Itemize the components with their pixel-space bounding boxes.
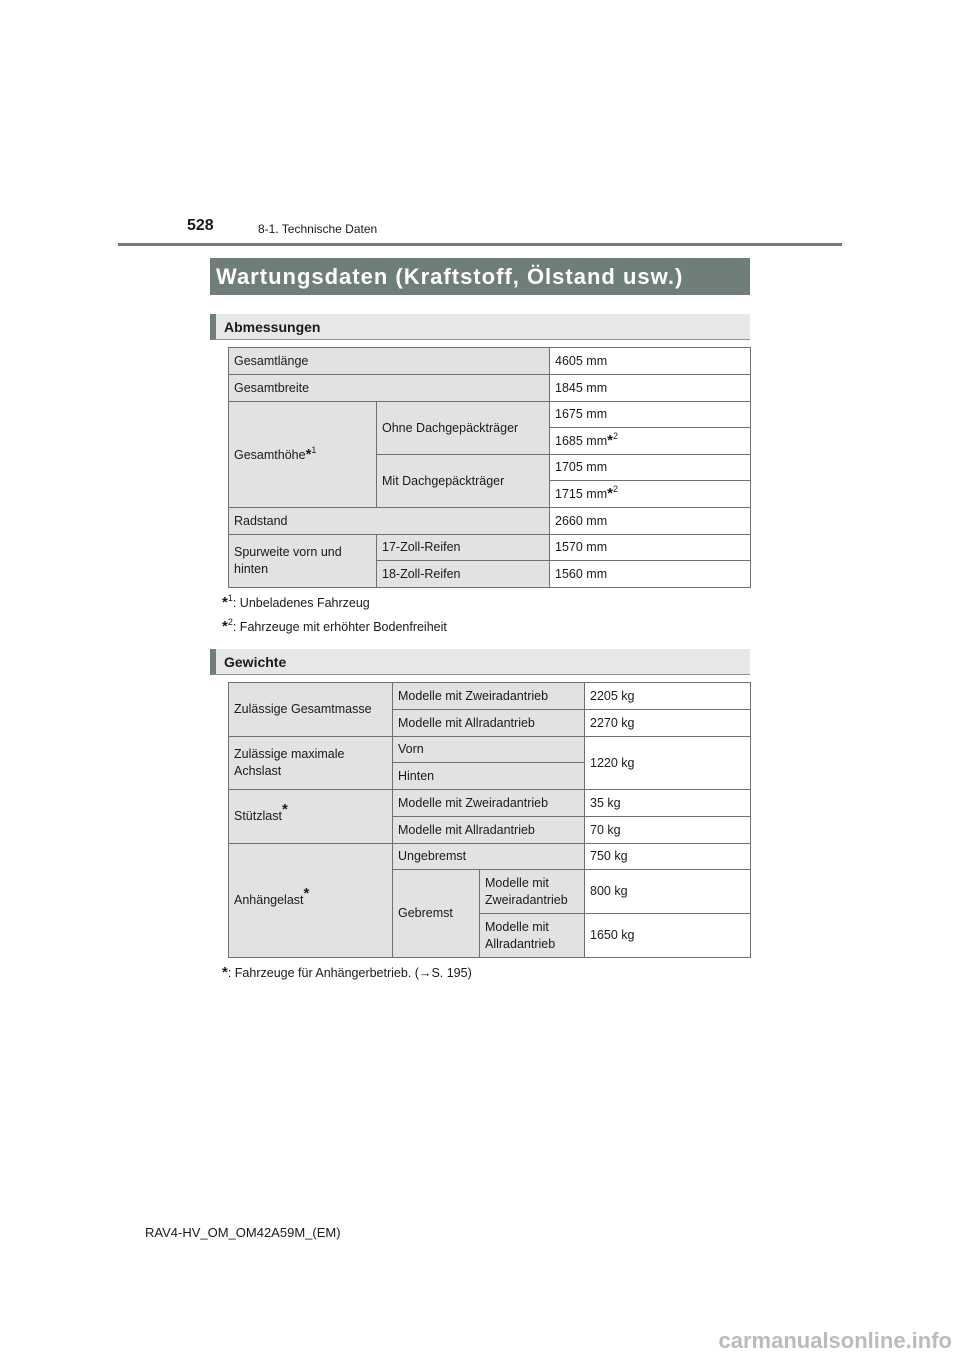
gesamtmasse-label: Zulässige Gesamtmasse <box>229 683 393 737</box>
footnote-2 <box>222 618 447 635</box>
radstand-label: Radstand <box>229 508 550 535</box>
footnote-star: * <box>281 801 288 818</box>
footnote-text: : Fahrzeuge für Anhängerbetrieb. ( <box>227 966 419 980</box>
table-row <box>229 683 751 710</box>
ohne-value-2 <box>550 428 751 455</box>
footnote-star: * <box>305 445 312 463</box>
footnote-star: * <box>222 594 228 611</box>
gesamtbreite-value: 1845 mm <box>550 375 751 402</box>
gesamthoehe-label <box>229 402 377 508</box>
gesamtbreite-label: Gesamtbreite <box>229 375 550 402</box>
gebremst-allrad-value: 1650 kg <box>585 914 751 958</box>
stuetzlast-text: Stützlast <box>234 809 282 823</box>
footnote-ref: 2 <box>612 431 618 441</box>
gesamtmasse-zweirad-value: 2205 kg <box>585 683 751 710</box>
gesamtlaenge-label: Gesamtlänge <box>229 348 550 375</box>
footnote-star: * <box>222 618 228 635</box>
reifen-18-label: 18-Zoll-Reifen <box>377 561 550 588</box>
gesamtmasse-allrad-value: 2270 kg <box>585 710 751 737</box>
table-row <box>229 508 751 535</box>
table-row <box>229 402 751 428</box>
reifen-17-value: 1570 mm <box>550 535 751 561</box>
weights-heading: Gewichte <box>210 649 750 675</box>
achslast-vorn-label: Vorn <box>393 737 585 763</box>
gebremst-label: Gebremst <box>393 870 480 958</box>
mit-value-1: 1705 mm <box>550 455 751 481</box>
ohne-dachgepaecktraeger-label: Ohne Dachgepäckträger <box>377 402 550 455</box>
ohne-value-1: 1675 mm <box>550 402 751 428</box>
reifen-17-label: 17-Zoll-Reifen <box>377 535 550 561</box>
stuetzlast-allrad-label: Modelle mit Allradantrieb <box>393 817 585 844</box>
stuetzlast-label <box>229 790 393 844</box>
footnote-star: * <box>303 885 310 902</box>
stuetzlast-zweirad-value: 35 kg <box>585 790 751 817</box>
header-rule <box>118 243 842 246</box>
page-number: 528 <box>187 217 214 234</box>
table-row <box>229 348 751 375</box>
ungebremst-label: Ungebremst <box>393 844 585 870</box>
page-ref-arrow-icon: → <box>418 966 432 980</box>
page-title: Wartungsdaten (Kraftstoff, Ölstand usw.) <box>210 258 750 295</box>
dimensions-table <box>228 347 751 588</box>
footnote-text: : Unbeladenes Fahrzeug <box>232 596 370 610</box>
footnote-trailer <box>222 964 472 981</box>
footnote-star: * <box>607 432 613 449</box>
gebremst-zweirad-label: Modelle mit Zweiradantrieb <box>480 870 585 914</box>
document-code: RAV4-HV_OM_OM42A59M_(EM) <box>145 1225 341 1240</box>
table-row <box>229 737 751 763</box>
footnote-star: * <box>222 964 228 981</box>
achslast-value: 1220 kg <box>585 737 751 790</box>
dimensions-heading: Abmessungen <box>210 314 750 340</box>
mit-value-2-text: 1715 mm <box>555 487 608 501</box>
watermark: carmanualsonline.info <box>718 1328 952 1353</box>
footnote-ref: 1 <box>311 444 317 455</box>
footnote-text: : Fahrzeuge mit erhöhter Bodenfreiheit <box>232 620 447 634</box>
achslast-label: Zulässige maximale Achslast <box>229 737 393 790</box>
table-row <box>229 375 751 402</box>
gesamtlaenge-value: 4605 mm <box>550 348 751 375</box>
footnote-1 <box>222 594 370 611</box>
mit-dachgepaecktraeger-label: Mit Dachgepäckträger <box>377 455 550 508</box>
spurweite-label: Spurweite vorn und hinten <box>229 535 377 588</box>
table-row <box>229 535 751 561</box>
section-label: 8-1. Technische Daten <box>258 222 378 236</box>
anhaengelast-label <box>229 844 393 958</box>
mit-value-2 <box>550 481 751 508</box>
gesamthoehe-text: Gesamthöhe <box>234 447 306 462</box>
footnote-star: * <box>607 485 613 502</box>
stuetzlast-allrad-value: 70 kg <box>585 817 751 844</box>
table-row <box>229 790 751 817</box>
gebremst-allrad-label: Modelle mit Allradantrieb <box>480 914 585 958</box>
stuetzlast-zweirad-label: Modelle mit Zweiradantrieb <box>393 790 585 817</box>
achslast-hinten-label: Hinten <box>393 763 585 790</box>
footnote-ref: 1 <box>227 593 233 603</box>
gebremst-zweirad-value: 800 kg <box>585 870 751 914</box>
ungebremst-value: 750 kg <box>585 844 751 870</box>
gesamtmasse-allrad-label: Modelle mit Allradantrieb <box>393 710 585 737</box>
table-row <box>229 844 751 870</box>
footnote-ref: 2 <box>612 484 618 494</box>
gesamtmasse-zweirad-label: Modelle mit Zweiradantrieb <box>393 683 585 710</box>
radstand-value: 2660 mm <box>550 508 751 535</box>
page-ref-link[interactable]: S. 195) <box>431 966 472 980</box>
weights-table <box>228 682 751 958</box>
anhaengelast-text: Anhängelast <box>234 893 304 907</box>
footnote-ref: 2 <box>227 617 233 627</box>
ohne-value-2-text: 1685 mm <box>555 434 608 448</box>
reifen-18-value: 1560 mm <box>550 561 751 588</box>
